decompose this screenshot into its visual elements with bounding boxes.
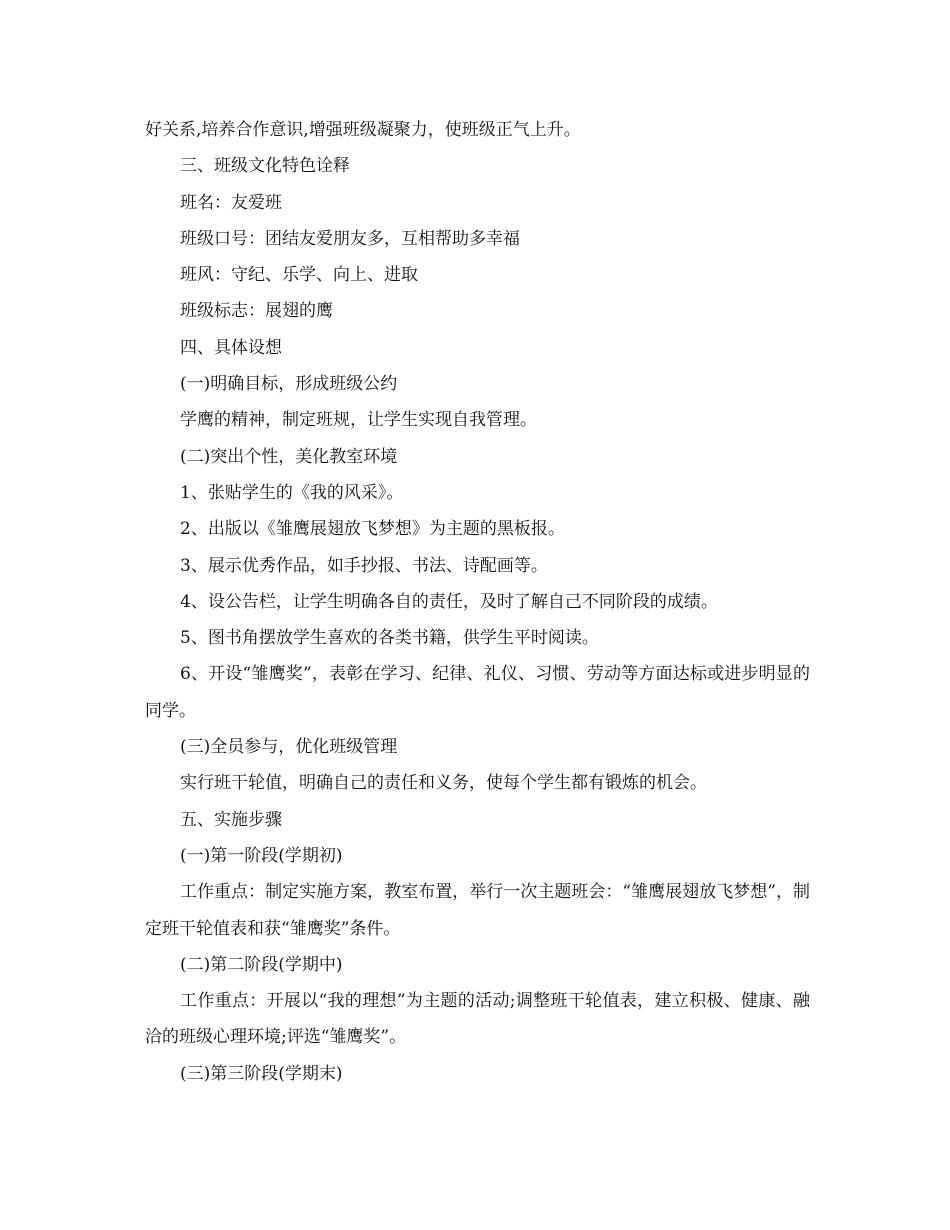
paragraph: 班风：守纪、乐学、向上、进取 <box>180 265 418 286</box>
list-item: 3、展示优秀作品，如手抄报、书法、诗配画等。 <box>180 555 548 576</box>
paragraph: 工作重点：开展以“我的理想”为主题的活动;调整班干轮值表，建立积极、健康、融洽的班级心理环境;评选“雏鹰奖”。 <box>145 991 810 1048</box>
paragraph: 工作重点：制定实施方案，教室布置，举行一次主题班会：“雏鹰展翅放飞梦想”，制定班干轮值表和获“雏鹰奖”条件。 <box>145 882 810 939</box>
subsection-heading: (一)第一阶段(学期初) <box>180 845 343 866</box>
list-item: 5、图书角摆放学生喜欢的各类书籍，供学生平时阅读。 <box>180 628 599 649</box>
paragraph: 班级口号：团结友爱朋友多，互相帮助多幸福 <box>180 228 520 249</box>
subsection-heading: (三)第三阶段(学期末) <box>180 1063 343 1084</box>
list-item: 2、出版以《雏鹰展翅放飞梦想》为主题的黑板报。 <box>180 519 565 540</box>
document-body <box>145 112 810 1092</box>
subsection-heading: (三)全员参与，优化班级管理 <box>180 737 398 758</box>
subsection-heading: (二)第二阶段(学期中) <box>180 954 343 975</box>
section-heading: 五、实施步骤 <box>180 809 282 830</box>
subsection-heading: (一)明确目标，形成班级公约 <box>180 374 398 395</box>
paragraph: 实行班干轮值，明确自己的责任和义务，使每个学生都有锻炼的机会。 <box>180 773 707 794</box>
section-heading: 三、班级文化特色诠释 <box>180 156 350 177</box>
paragraph: 班级标志：展翅的鹰 <box>180 301 333 322</box>
list-item: 4、设公告栏，让学生明确各自的责任，及时了解自己不同阶段的成绩。 <box>180 591 718 612</box>
subsection-heading: (二)突出个性，美化教室环境 <box>180 446 398 467</box>
list-item: 1、张贴学生的《我的风采》。 <box>180 482 404 503</box>
list-item: 6、开设“雏鹰奖”，表彰在学习、纪律、礼仪、习惯、劳动等方面达标或进步明显的同学。 <box>145 664 810 721</box>
section-heading: 四、具体设想 <box>180 337 282 358</box>
paragraph: 好关系,培养合作意识,增强班级凝聚力，使班级正气上升。 <box>145 120 581 140</box>
paragraph: 班名：友爱班 <box>180 192 282 213</box>
paragraph: 学鹰的精神，制定班规，让学生实现自我管理。 <box>180 410 537 431</box>
